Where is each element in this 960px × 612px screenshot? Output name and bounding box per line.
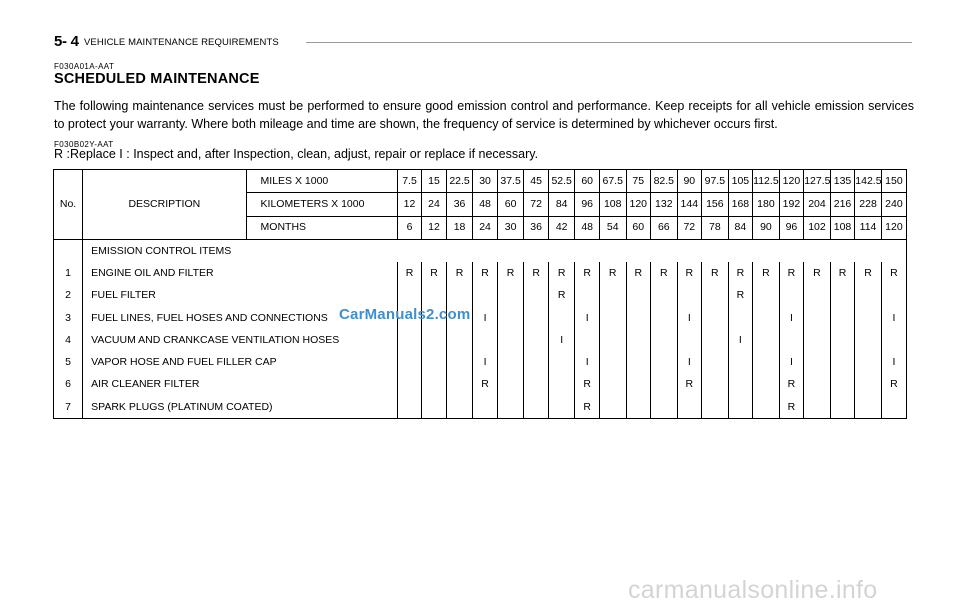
- schedule-cell: R: [524, 262, 549, 284]
- schedule-cell: R: [497, 262, 524, 284]
- schedule-cell: R: [779, 396, 804, 418]
- schedule-cell: [728, 351, 753, 373]
- item-description: FUEL LINES, FUEL HOSES AND CONNECTIONS: [91, 311, 328, 324]
- interval-value: 240: [881, 193, 906, 216]
- schedule-cell: [599, 307, 626, 329]
- schedule-cell: [626, 307, 651, 329]
- schedule-cell: I: [473, 307, 498, 329]
- category-no-cell: [54, 239, 83, 262]
- interval-value: 54: [599, 216, 626, 239]
- page-header: [54, 33, 914, 53]
- interval-value: 24: [473, 216, 498, 239]
- schedule-cell: R: [446, 262, 473, 284]
- schedule-cell: [779, 329, 804, 351]
- intro-paragraph: The following maintenance services must be performed to ensure good emission control and performance. Keep receipts for all vehicle emission services to protect your warranty. Where both mileage and time are shown, the frequency of service is determined by whichever occurs first.: [54, 99, 914, 131]
- schedule-cell: [855, 373, 882, 395]
- schedule-cell: [702, 307, 729, 329]
- schedule-cell: [702, 351, 729, 373]
- schedule-cell: [524, 284, 549, 306]
- schedule-cell: [524, 307, 549, 329]
- interval-value: 216: [830, 193, 855, 216]
- interval-value: 96: [575, 193, 600, 216]
- schedule-cell: I: [779, 307, 804, 329]
- schedule-cell: [599, 373, 626, 395]
- table-row: [54, 329, 906, 351]
- interval-value: 30: [497, 216, 524, 239]
- schedule-cell: [473, 329, 498, 351]
- schedule-cell: R: [753, 262, 780, 284]
- schedule-cell: R: [855, 262, 882, 284]
- interval-value: 36: [524, 216, 549, 239]
- table-row: [54, 262, 906, 284]
- schedule-cell: [702, 329, 729, 351]
- interval-value: 78: [702, 216, 729, 239]
- interval-value: 120: [881, 216, 906, 239]
- interval-value: 75: [626, 170, 651, 193]
- interval-value: 144: [677, 193, 702, 216]
- schedule-cell: [473, 284, 498, 306]
- item-description: ENGINE OIL AND FILTER: [91, 266, 214, 279]
- schedule-cell: R: [575, 373, 600, 395]
- schedule-cell: [881, 329, 906, 351]
- interval-label-miles: MILES X 1000: [246, 170, 397, 193]
- interval-value: 7.5: [397, 170, 422, 193]
- schedule-cell: [497, 329, 524, 351]
- table-row: [54, 284, 906, 306]
- schedule-cell: R: [548, 284, 575, 306]
- schedule-cell: [804, 373, 831, 395]
- schedule-cell: R: [804, 262, 831, 284]
- header-no: No.: [54, 170, 83, 239]
- header-rule: [306, 42, 912, 43]
- interval-value: 60: [575, 170, 600, 193]
- schedule-cell: [497, 351, 524, 373]
- watermark-footer: carmanualsonline.info: [628, 576, 878, 604]
- schedule-cell: R: [575, 262, 600, 284]
- schedule-cell: [728, 307, 753, 329]
- item-number: 3: [54, 307, 83, 329]
- item-description: FUEL FILTER: [91, 289, 156, 302]
- interval-value: 18: [446, 216, 473, 239]
- interval-value: 150: [881, 170, 906, 193]
- schedule-cell: [855, 307, 882, 329]
- schedule-cell: [446, 284, 473, 306]
- schedule-cell: [804, 329, 831, 351]
- interval-value: 228: [855, 193, 882, 216]
- schedule-cell: [779, 284, 804, 306]
- schedule-cell: I: [473, 351, 498, 373]
- schedule-cell: R: [548, 262, 575, 284]
- schedule-cell: [626, 329, 651, 351]
- schedule-cell: [626, 351, 651, 373]
- schedule-cell: R: [779, 373, 804, 395]
- schedule-cell: [881, 284, 906, 306]
- interval-value: 142.5: [855, 170, 882, 193]
- schedule-cell: [626, 373, 651, 395]
- schedule-cell: I: [677, 351, 702, 373]
- schedule-cell: [830, 329, 855, 351]
- interval-value: 60: [497, 193, 524, 216]
- schedule-cell: R: [651, 262, 678, 284]
- schedule-cell: [855, 351, 882, 373]
- interval-value: 156: [702, 193, 729, 216]
- schedule-cell: [830, 373, 855, 395]
- schedule-cell: [446, 351, 473, 373]
- schedule-cell: R: [677, 262, 702, 284]
- schedule-cell: [524, 351, 549, 373]
- interval-value: 72: [524, 193, 549, 216]
- schedule-cell: [626, 284, 651, 306]
- interval-value: 127.5: [804, 170, 831, 193]
- interval-value: 90: [753, 216, 780, 239]
- interval-value: 90: [677, 170, 702, 193]
- schedule-cell: R: [397, 262, 422, 284]
- item-description: AIR CLEANER FILTER: [91, 378, 200, 391]
- category-label: EMISSION CONTROL ITEMS: [91, 244, 232, 257]
- schedule-cell: [804, 396, 831, 418]
- interval-value: 72: [677, 216, 702, 239]
- schedule-cell: R: [677, 373, 702, 395]
- schedule-cell: [651, 284, 678, 306]
- interval-value: 84: [728, 216, 753, 239]
- interval-value: 102: [804, 216, 831, 239]
- interval-value: 105: [728, 170, 753, 193]
- interval-value: 120: [626, 193, 651, 216]
- schedule-cell: R: [830, 262, 855, 284]
- schedule-cell: [422, 373, 447, 395]
- interval-value: 168: [728, 193, 753, 216]
- maintenance-schedule-table: [54, 170, 906, 418]
- schedule-cell: [446, 329, 473, 351]
- schedule-cell: [599, 284, 626, 306]
- schedule-cell: [422, 284, 447, 306]
- schedule-cell: [422, 396, 447, 418]
- schedule-cell: [651, 307, 678, 329]
- schedule-cell: R: [422, 262, 447, 284]
- schedule-cell: [753, 307, 780, 329]
- item-number: 5: [54, 351, 83, 373]
- schedule-cell: [855, 329, 882, 351]
- interval-value: 48: [473, 193, 498, 216]
- watermark-overlay: CarManuals2.com: [339, 306, 471, 323]
- schedule-cell: [626, 396, 651, 418]
- interval-value: 37.5: [497, 170, 524, 193]
- legend-text: R :Replace I : Inspect and, after Inspection, clean, adjust, repair or replace if necessary.: [54, 147, 539, 161]
- interval-value: 135: [830, 170, 855, 193]
- interval-value: 204: [804, 193, 831, 216]
- interval-value: 45: [524, 170, 549, 193]
- schedule-cell: [753, 284, 780, 306]
- schedule-cell: R: [881, 262, 906, 284]
- schedule-cell: [397, 351, 422, 373]
- section-title: VEHICLE MAINTENANCE REQUIREMENTS: [84, 37, 279, 48]
- interval-value: 112.5: [753, 170, 780, 193]
- schedule-cell: [397, 329, 422, 351]
- interval-value: 67.5: [599, 170, 626, 193]
- schedule-cell: [497, 373, 524, 395]
- schedule-cell: [599, 396, 626, 418]
- interval-value: 60: [626, 216, 651, 239]
- schedule-cell: [548, 351, 575, 373]
- interval-value: 180: [753, 193, 780, 216]
- interval-value: 84: [548, 193, 575, 216]
- schedule-cell: [702, 396, 729, 418]
- schedule-cell: [548, 396, 575, 418]
- schedule-cell: [497, 307, 524, 329]
- schedule-cell: R: [728, 284, 753, 306]
- schedule-cell: [548, 307, 575, 329]
- schedule-cell: [599, 351, 626, 373]
- schedule-cell: [677, 396, 702, 418]
- schedule-cell: [804, 307, 831, 329]
- schedule-cell: R: [728, 262, 753, 284]
- schedule-cell: [422, 329, 447, 351]
- schedule-cell: [422, 351, 447, 373]
- item-number: 6: [54, 373, 83, 395]
- schedule-cell: [575, 284, 600, 306]
- schedule-cell: I: [728, 329, 753, 351]
- schedule-cell: [677, 329, 702, 351]
- interval-value: 6: [397, 216, 422, 239]
- schedule-cell: [651, 351, 678, 373]
- schedule-cell: [753, 396, 780, 418]
- schedule-cell: [804, 351, 831, 373]
- schedule-cell: [702, 373, 729, 395]
- interval-value: 132: [651, 193, 678, 216]
- item-number: 4: [54, 329, 83, 351]
- item-description: VACUUM AND CRANKCASE VENTILATION HOSES: [91, 333, 340, 346]
- schedule-cell: R: [599, 262, 626, 284]
- schedule-cell: [855, 396, 882, 418]
- schedule-cell: I: [548, 329, 575, 351]
- schedule-cell: [524, 373, 549, 395]
- schedule-cell: [830, 351, 855, 373]
- interval-value: 114: [855, 216, 882, 239]
- schedule-cell: [881, 396, 906, 418]
- interval-value: 22.5: [446, 170, 473, 193]
- schedule-cell: [524, 396, 549, 418]
- legend-code: F030B02Y-AAT: [54, 140, 114, 149]
- interval-value: 97.5: [702, 170, 729, 193]
- category-row: [54, 239, 906, 262]
- schedule-cell: [651, 373, 678, 395]
- interval-value: 12: [422, 216, 447, 239]
- schedule-cell: I: [881, 307, 906, 329]
- schedule-cell: [397, 396, 422, 418]
- schedule-cell: I: [575, 307, 600, 329]
- schedule-cell: [397, 284, 422, 306]
- interval-value: 42: [548, 216, 575, 239]
- interval-value: 108: [830, 216, 855, 239]
- schedule-cell: [804, 284, 831, 306]
- item-description: SPARK PLUGS (PLATINUM COATED): [91, 400, 273, 413]
- schedule-cell: [524, 329, 549, 351]
- interval-value: 12: [397, 193, 422, 216]
- interval-value: 36: [446, 193, 473, 216]
- schedule-cell: [599, 329, 626, 351]
- table-row: [54, 373, 906, 395]
- schedule-cell: [651, 329, 678, 351]
- page-title: SCHEDULED MAINTENANCE: [54, 71, 260, 87]
- schedule-cell: [855, 284, 882, 306]
- interval-label-months: MONTHS: [246, 216, 397, 239]
- schedule-cell: [473, 396, 498, 418]
- item-number: 7: [54, 396, 83, 418]
- interval-value: 96: [779, 216, 804, 239]
- header-description: DESCRIPTION: [83, 170, 246, 239]
- schedule-cell: [830, 307, 855, 329]
- item-description: VAPOR HOSE AND FUEL FILLER CAP: [91, 356, 277, 369]
- interval-value: 108: [599, 193, 626, 216]
- schedule-cell: [830, 396, 855, 418]
- schedule-cell: I: [677, 307, 702, 329]
- table-row: [54, 396, 906, 418]
- table-row: [54, 351, 906, 373]
- interval-value: 120: [779, 170, 804, 193]
- interval-value: 15: [422, 170, 447, 193]
- item-number: 1: [54, 262, 83, 284]
- table-row: [54, 307, 906, 329]
- schedule-cell: [677, 284, 702, 306]
- schedule-cell: [446, 373, 473, 395]
- interval-value: 48: [575, 216, 600, 239]
- schedule-cell: [497, 284, 524, 306]
- schedule-cell: [753, 373, 780, 395]
- interval-label-kilometers: KILOMETERS X 1000: [246, 193, 397, 216]
- interval-value: 52.5: [548, 170, 575, 193]
- schedule-cell: [651, 396, 678, 418]
- schedule-cell: [753, 329, 780, 351]
- schedule-cell: [753, 351, 780, 373]
- interval-value: 24: [422, 193, 447, 216]
- schedule-cell: I: [881, 351, 906, 373]
- schedule-cell: [702, 284, 729, 306]
- schedule-cell: [830, 284, 855, 306]
- schedule-cell: R: [779, 262, 804, 284]
- schedule-cell: [497, 396, 524, 418]
- interval-value: 30: [473, 170, 498, 193]
- schedule-cell: [397, 373, 422, 395]
- schedule-cell: I: [575, 351, 600, 373]
- schedule-cell: R: [575, 396, 600, 418]
- interval-value: 82.5: [651, 170, 678, 193]
- schedule-cell: [728, 396, 753, 418]
- schedule-cell: I: [779, 351, 804, 373]
- schedule-cell: R: [626, 262, 651, 284]
- section-number: 5- 4: [54, 33, 79, 50]
- schedule-cell: [728, 373, 753, 395]
- schedule-cell: R: [881, 373, 906, 395]
- schedule-cell: R: [702, 262, 729, 284]
- schedule-cell: R: [473, 373, 498, 395]
- section-code: F030A01A-AAT: [54, 62, 115, 71]
- schedule-cell: [575, 329, 600, 351]
- interval-value: 66: [651, 216, 678, 239]
- schedule-cell: [548, 373, 575, 395]
- schedule-cell: [446, 396, 473, 418]
- interval-value: 192: [779, 193, 804, 216]
- item-number: 2: [54, 284, 83, 306]
- interval-row-miles: [54, 170, 906, 193]
- schedule-cell: R: [473, 262, 498, 284]
